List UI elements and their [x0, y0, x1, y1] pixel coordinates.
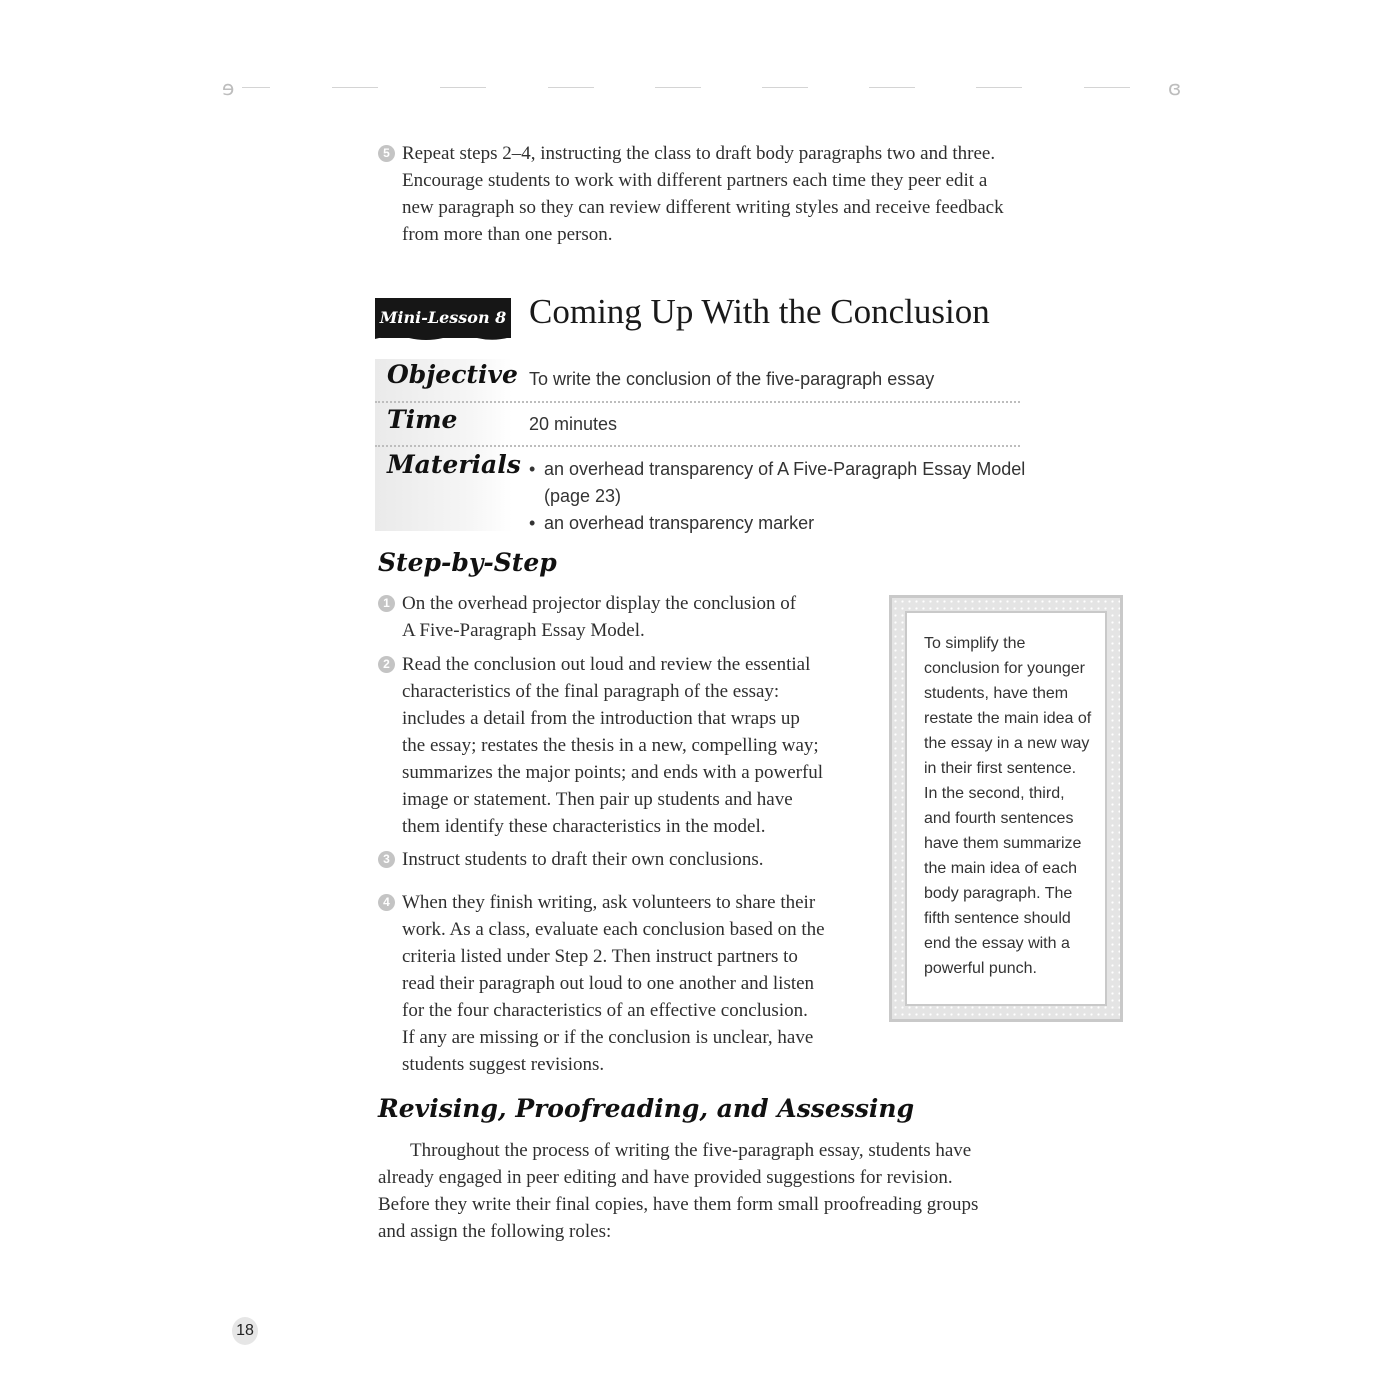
materials-label: Materials — [387, 450, 521, 479]
step-line: When they finish writing, ask volunteers to share their — [402, 892, 816, 913]
tip-sidebar-box — [889, 595, 1123, 1022]
tip-line: conclusion for younger — [924, 660, 1085, 677]
objective-value: To write the conclusion of the five-paragraph essay — [529, 369, 935, 389]
revising-heading: Revising, Proofreading, and Assessing — [378, 1094, 915, 1123]
step-line: A Five-Paragraph Essay Model. — [402, 620, 645, 641]
time-label: Time — [387, 405, 458, 434]
step-line: for the four characteristics of an effective conclusion. — [402, 1000, 808, 1021]
step-line: Encourage students to work with different partners each time they peer edit a — [402, 170, 988, 191]
tip-line: in their first sentence. — [924, 760, 1077, 777]
tip-line: and fourth sentences — [924, 810, 1074, 827]
page-number: 18 — [232, 1317, 258, 1345]
paragraph-line: Before they write their final copies, have them form small proofreading groups — [378, 1194, 979, 1215]
step-line: students suggest revisions. — [402, 1054, 605, 1075]
paragraph-line: Throughout the process of writing the five-paragraph essay, students have — [410, 1140, 972, 1161]
step-line: If any are missing or if the conclusion is unclear, have — [402, 1027, 814, 1048]
step-number-badge: 1 — [378, 595, 395, 612]
tip-line: In the second, third, — [924, 785, 1065, 802]
step-3 — [378, 846, 763, 873]
tip-line: the main idea of each — [924, 860, 1077, 877]
step-line: them identify these characteristics in the model. — [402, 816, 766, 837]
material-text: • an overhead transparency of A Five-Paragraph Essay Model — [544, 459, 1026, 479]
list-item — [529, 510, 1025, 537]
step-number-badge: 5 — [378, 145, 395, 162]
revising-paragraph — [378, 1137, 978, 1245]
step-line: work. As a class, evaluate each conclusion based on the — [402, 919, 825, 940]
step-line: Read the conclusion out loud and review the essential — [402, 654, 811, 675]
step-line: criteria listed under Step 2. Then instruct partners to — [402, 946, 798, 967]
badge-wave-edge — [375, 334, 511, 342]
step-line: Instruct students to draft their own conclusions. — [402, 849, 764, 870]
step-number-badge: 2 — [378, 656, 395, 673]
step-line: image or statement. Then pair up students and have — [402, 789, 793, 810]
tip-line: powerful punch. — [924, 960, 1037, 977]
tip-line: have them summarize — [924, 835, 1082, 852]
mini-lesson-badge: Mini-Lesson 8 — [375, 298, 511, 338]
right-curl-ornament-icon: ɞ — [1168, 76, 1182, 100]
material-text: • an overhead transparency marker — [544, 513, 815, 533]
step-4 — [378, 889, 825, 1078]
list-item — [529, 456, 1025, 510]
step-1 — [378, 590, 796, 644]
lesson-title: Coming Up With the Conclusion — [529, 292, 990, 331]
tip-line: body paragraph. The — [924, 885, 1073, 902]
step-line: new paragraph so they can review different writing styles and receive feedback — [402, 197, 1004, 218]
time-value: 20 minutes — [529, 414, 618, 434]
tip-line: end the essay with a — [924, 935, 1070, 952]
tip-line: students, have them — [924, 685, 1069, 702]
paragraph-line: and assign the following roles: — [378, 1221, 612, 1242]
step-line: includes a detail from the introduction that wraps up — [402, 708, 800, 729]
material-text: (page 23) — [544, 486, 622, 506]
top-decorative-rule — [222, 78, 1184, 98]
dotted-divider — [375, 445, 1020, 447]
tip-text — [924, 631, 1091, 981]
step-line: Repeat steps 2–4, instructing the class to draft body paragraphs two and three. — [402, 143, 996, 164]
step-line: the essay; restates the thesis in a new, compelling way; — [402, 735, 819, 756]
paragraph-line: already engaged in peer editing and have provided suggestions for revision. — [378, 1167, 953, 1188]
tip-inner-panel — [905, 611, 1107, 1006]
tip-line: To simplify the — [924, 635, 1026, 652]
step-line: read their paragraph out loud to one another and listen — [402, 973, 815, 994]
materials-list — [529, 456, 1025, 537]
tip-line: the essay in a new way — [924, 735, 1090, 752]
step-line: On the overhead projector display the conclusion of — [402, 593, 797, 614]
step-line: characteristics of the final paragraph of the essay: — [402, 681, 780, 702]
dotted-divider — [375, 401, 1020, 403]
step-5 — [378, 140, 1004, 248]
step-number-badge: 4 — [378, 894, 395, 911]
tip-line: fifth sentence should — [924, 910, 1071, 927]
tip-line: restate the main idea of — [924, 710, 1092, 727]
step-2 — [378, 651, 823, 840]
left-curl-ornament-icon: ɘ — [222, 76, 235, 100]
step-line: summarizes the major points; and ends with a powerful — [402, 762, 824, 783]
step-number-badge: 3 — [378, 851, 395, 868]
step-line: from more than one person. — [402, 224, 613, 245]
objective-label: Objective — [387, 360, 518, 389]
step-by-step-heading: Step-by-Step — [378, 548, 557, 577]
